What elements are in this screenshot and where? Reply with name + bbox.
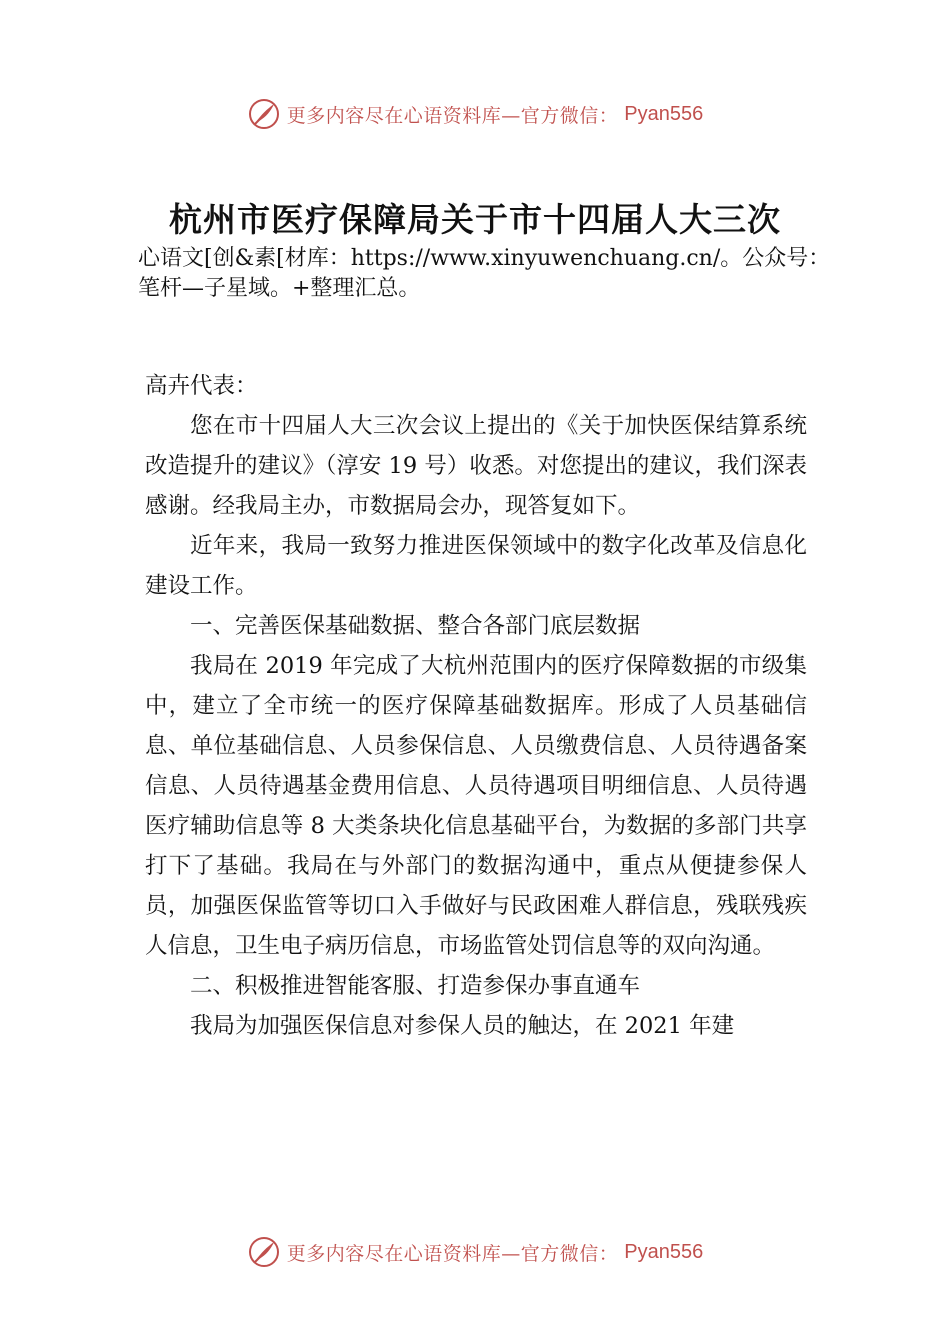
paragraph: 我局为加强医保信息对参保人员的触达，在 2021 年建 [190,1013,735,1039]
quill-pen-icon [247,1235,281,1269]
source-note: 心语文[创&素[材库：https://www.xinyuwenchuang.cn/。公众号：笔杆—子星域。+整理汇总。 [138,246,831,301]
quill-pen-icon [247,97,281,131]
document-body [145,366,807,1046]
wechat-id: Pyan556 [624,102,704,125]
document-title: 杭州市医疗保障局关于市十四届人大三次 [169,200,781,239]
salutation: 高卉代表： [145,373,258,399]
section-heading: 一、完善医保基础数据、整合各部门底层数据 [190,613,641,639]
promo-text: 更多内容尽在心语资料库—官方微信： [286,104,619,127]
paragraph: 近年来，我局一致努力推进医保领域中的数字化改革及信息化建设工作。 [145,533,807,599]
paragraph: 您在市十四届人大三次会议上提出的《关于加快医保结算系统改造提升的建议》（淳安 19 号）收悉。对您提出的建议，我们深表感谢。经我局主办，市数据局会办，现答复如下。 [145,413,807,519]
paragraph: 我局在 2019 年完成了大杭州范围内的医疗保障数据的市级集中，建立了全市统一的医疗保障基础数据库。形成了人员基础信息、单位基础信息、人员参保信息、人员缴费信息、人员待遇备案信息、人员待遇基金费用信息、人员待遇项目明细信息、人员待遇医疗辅助信息等 8 大类条块化信息基础平台，为数据的多部门共享打下了基础。我局在与外部门的数据沟通中，重点从便捷参保人员，加强医保监管等切口入手做好与民政困难人群信息，残联残疾人信息，卫生电子病历信息，市场监管处罚信息等的双向沟通。 [145,653,807,959]
wechat-id: Pyan556 [624,1240,704,1263]
section-heading: 二、积极推进智能客服、打造参保办事直通车 [190,973,641,999]
header-banner [0,94,950,134]
promo-text: 更多内容尽在心语资料库—官方微信： [286,1242,619,1265]
footer-banner [0,1232,950,1272]
